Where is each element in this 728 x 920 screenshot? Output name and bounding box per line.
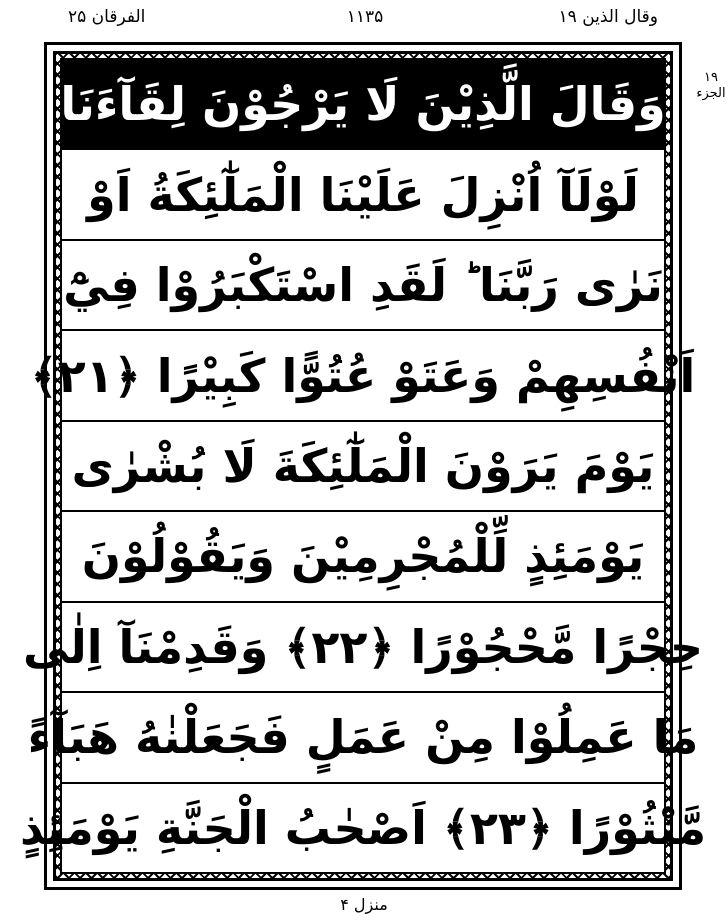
verse-line-9: مَّنْثُوْرًا ﴿۲۳﴾ اَصْحٰبُ الْجَنَّةِ يَوْمَئِذٍ bbox=[19, 800, 707, 855]
verse-line-2: لَوْلَآ اُنْزِلَ عَلَيْنَا الْمَلٰٓئِكَةُ اَوْ bbox=[62, 150, 664, 240]
verse-line-3: نَرٰى رَبَّنَا ؕ لَقَدِ اسْتَكْبَرُوْا فِيْٓ bbox=[62, 241, 664, 331]
verse-line-6: يَوْمَئِذٍ لِّلْمُجْرِمِيْنَ وَيَقُوْلُوْنَ bbox=[62, 512, 664, 602]
manzil-footer: منزل ۴ bbox=[340, 895, 388, 914]
verse-line-8: مَا عَمِلُوْا مِنْ عَمَلٍ فَجَعَلْنٰهُ هَبَآءً bbox=[62, 693, 664, 783]
verse-line-7: حِجْرًا مَّحْجُوْرًا ﴿۲۲﴾ وَقَدِمْنَآ اِلٰى bbox=[62, 603, 664, 693]
verse-line-5: يَوْمَ يَرَوْنَ الْمَلٰٓئِكَةَ لَا بُشْرٰى bbox=[62, 422, 664, 512]
verse-line-4: اَنْفُسِهِمْ وَعَتَوْ عُتُوًّا كَبِيْرًا ﴿۲۱﴾ bbox=[62, 331, 664, 421]
verse-line-1: وَقَالَ الَّذِيْنَ لَا يَرْجُوْنَ لِقَآءَنَا bbox=[62, 60, 664, 150]
juz-marker: ۱۹ الجزء bbox=[696, 70, 726, 101]
decorative-border bbox=[19, 51, 707, 881]
page-frame bbox=[19, 42, 707, 890]
page-number: ۱۱۳۵ bbox=[346, 7, 384, 27]
header-juz-title: وقال الذین ۱۹ bbox=[558, 7, 658, 27]
header-surah-title: الفرقان ۲۵ bbox=[68, 7, 146, 27]
quran-text-area bbox=[19, 58, 707, 874]
